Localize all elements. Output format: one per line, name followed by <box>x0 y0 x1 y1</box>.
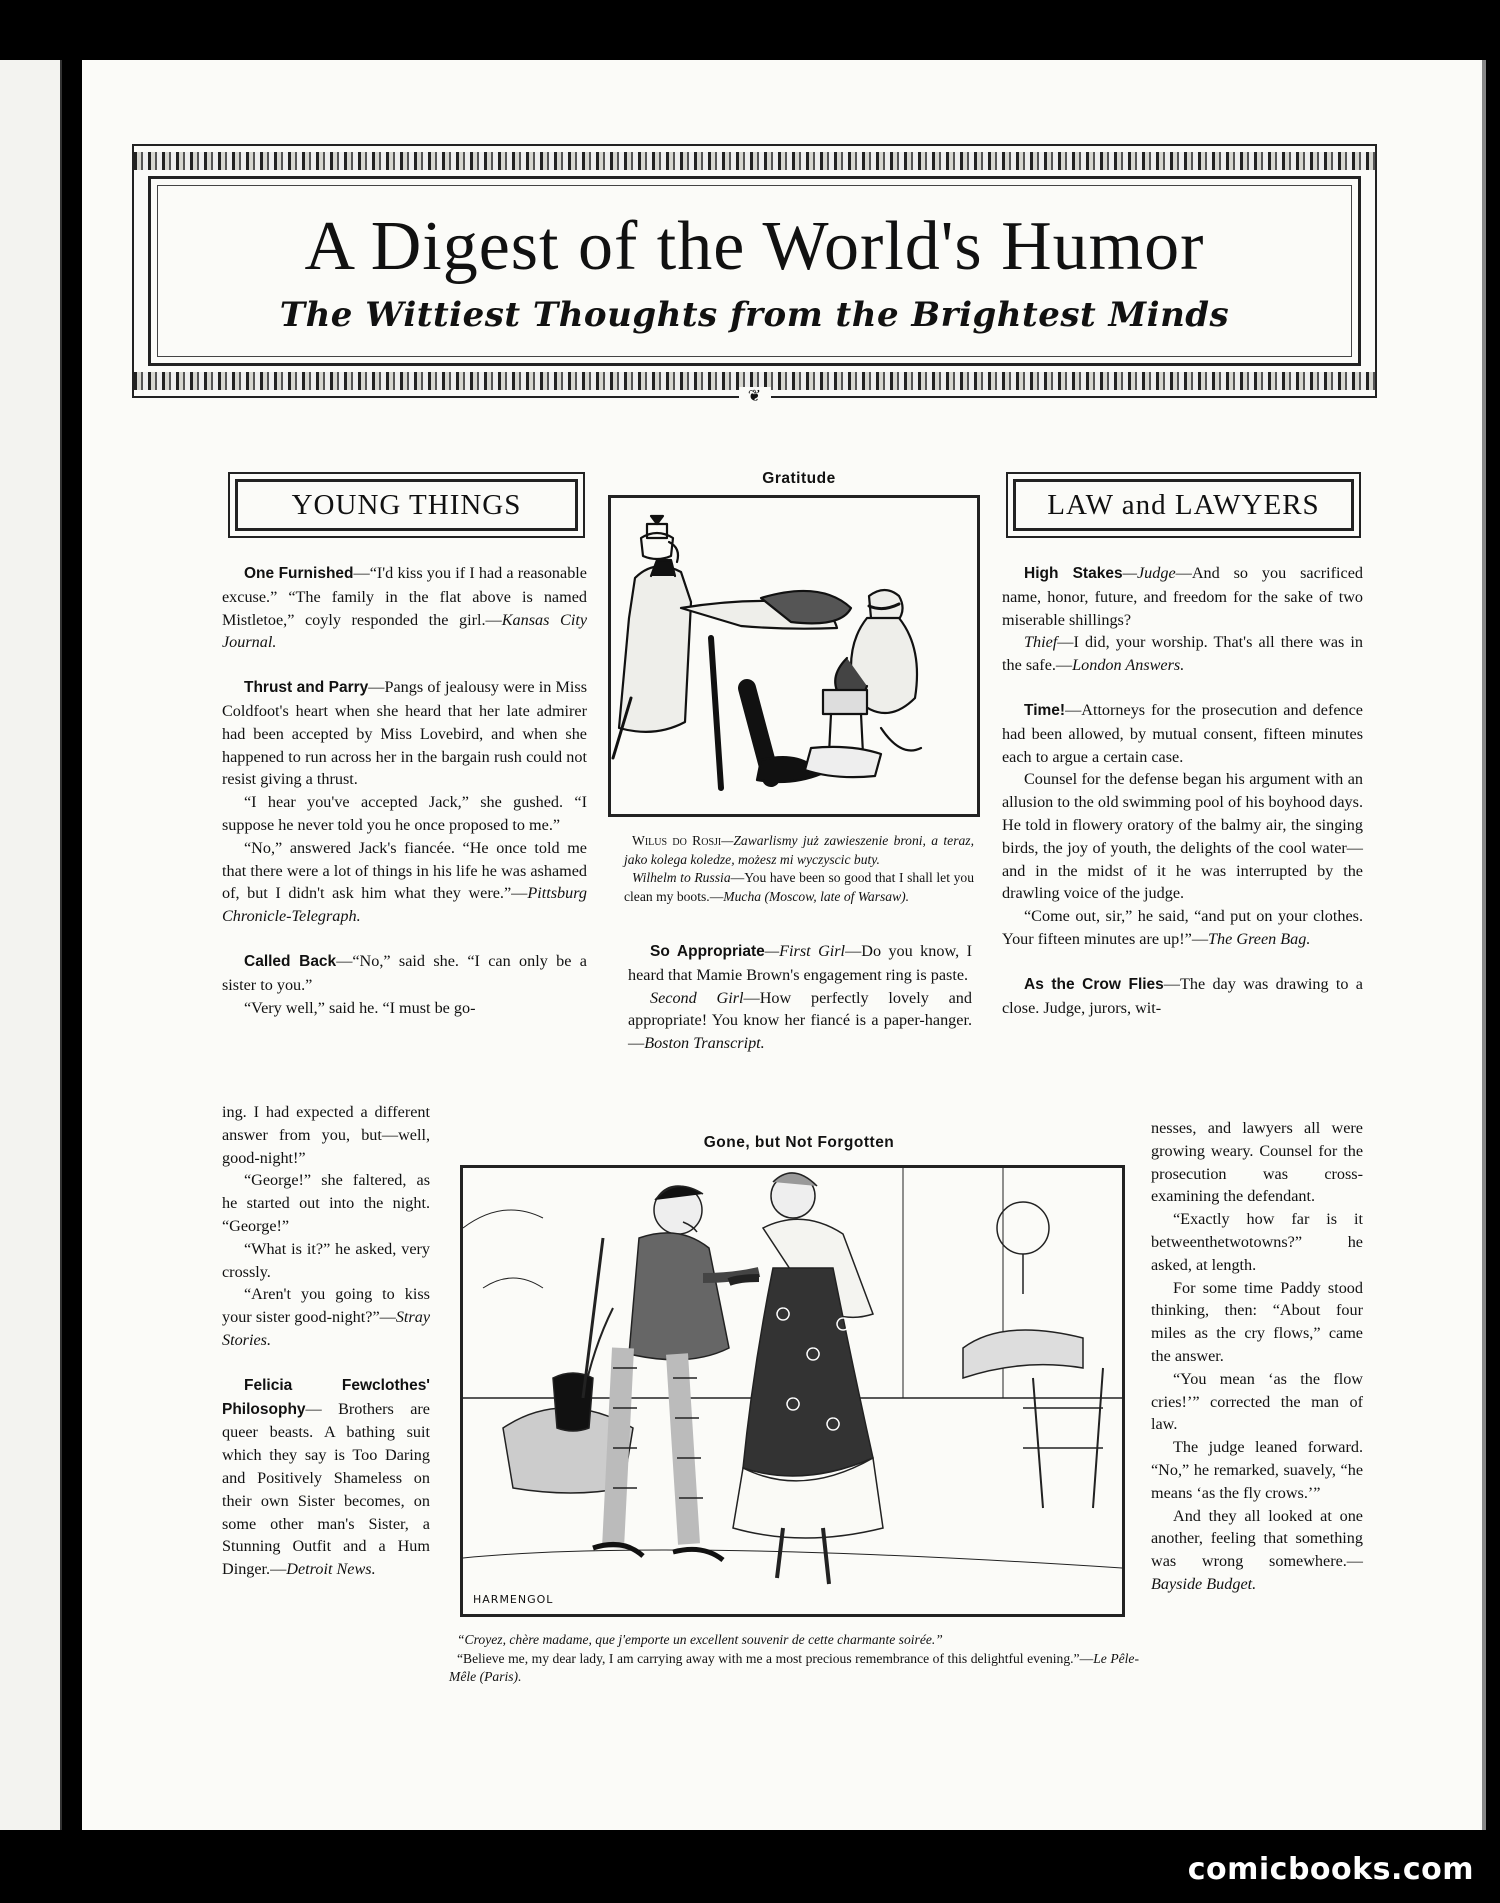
joke-paragraph <box>222 837 587 928</box>
joke-paragraph: The judge leaned forward. “No,” he remarked, suavely, “he means ‘as the fly crows.’” <box>1151 1438 1363 1502</box>
joke-heading: One Furnished <box>244 565 354 582</box>
joke-text: —“No,” said she. “I can only be a sister to you.” <box>222 951 587 994</box>
column-law-and-lawyers <box>1002 562 1363 1019</box>
joke-text: And they all looked at one another, feeling that something was wrong somewhere.— <box>1151 1506 1363 1571</box>
joke-heading: Thrust and Parry <box>244 679 369 697</box>
joke-heading: High Stakes <box>1024 565 1123 582</box>
column-law-continued <box>1151 1117 1363 1596</box>
caption-source: Le Pêle-Mêle (Paris). <box>449 1650 1139 1684</box>
joke-source: Kansas City Journal. <box>222 610 588 652</box>
masthead-subtitle: The Wittiest Thoughts from the Brightest Minds <box>279 295 1230 335</box>
caption-text: —You have been so good that I shall let you clean my boots.— <box>624 870 974 904</box>
joke-source: London Answers. <box>1072 656 1185 675</box>
joke-text: —Pangs of jealousy were in Miss Coldfoot's heart when she heard that her late admirer had been accepted by Miss Lovebird, and when she happened to run across her in the bargain rush could not resist giving a thrust. <box>222 678 588 789</box>
caption-polish <box>624 832 974 869</box>
section-heading-law-and-lawyers <box>1006 472 1361 538</box>
joke-text: —“I'd kiss you if I had a reasonable excuse.” “The family in the flat above is named Mistletoe,” coyly responded the girl.— <box>222 564 587 629</box>
joke-paragraph: ing. I had expected a different answer from you, but—well, good-night!” <box>222 1103 430 1167</box>
joke-text: —I did, your worship. That's all there was in the safe.— <box>1002 633 1363 675</box>
masthead-frame <box>148 176 1361 366</box>
cartoon-gone-but-not-forgotten <box>460 1165 1125 1617</box>
joke-time <box>1002 699 1363 768</box>
joke-source: Detroit News. <box>286 1560 376 1579</box>
joke-text: —And so you sacrificed name, honor, future, and freedom for the sake of two miserable shillings? <box>1002 564 1363 629</box>
joke-source: Bayside Budget. <box>1151 1574 1257 1593</box>
joke-paragraph <box>628 987 972 1055</box>
joke-called-back <box>222 950 587 997</box>
joke-text: “Come out, sir,” he said, “and put on your clothes. Your fifteen minutes are up!”— <box>1002 907 1363 948</box>
joke-text: —The day was drawing to a close. Judge, jurors, wit- <box>1002 974 1363 1017</box>
joke-heading: Time! <box>1024 701 1066 719</box>
joke-paragraph: nesses, and lawyers all were growing weary. Counsel for the prosecution was cross-examining the defendant. <box>1151 1119 1363 1206</box>
cartoonist-signature: HARMENGOL <box>473 1593 554 1606</box>
site-watermark: comicbooks.com <box>1187 1852 1474 1887</box>
joke-speaker: —Judge <box>1122 564 1176 582</box>
caption-text: —Zawarlismy już zawieszenie broni, a teraz, jako kolega koledze, możesz mi wyczyscic buty. <box>624 833 974 867</box>
joke-text: —How perfectly lovely and appropriate! You know her fiancé is a paper-hanger.— <box>628 988 972 1053</box>
joke-text: —Do you know, I heard that Mamie Brown's engagement ring is paste. <box>628 942 972 984</box>
cartoon-title-gratitude: Gratitude <box>762 470 836 487</box>
cartoon-caption-gratitude <box>624 832 974 906</box>
joke-speaker: —First Girl <box>764 942 846 960</box>
caption-english <box>624 869 974 906</box>
facing-page-edge <box>0 60 62 1830</box>
cartoon-gone-drawing <box>463 1168 1122 1614</box>
joke-source: Stray Stories. <box>222 1308 430 1349</box>
column-middle <box>628 940 972 1055</box>
joke-paragraph: “What is it?” he asked, very crossly. <box>222 1239 430 1281</box>
caption-text: “Believe me, my dear lady, I am carrying away with me a most precious remembrance of this delightful evening.”— <box>457 1650 1094 1666</box>
joke-text: “No,” answered Jack's fiancée. “He once told me that there were a lot of things in his life he was ashamed of, but I didn't ask him what they were.”— <box>222 838 587 903</box>
joke-speaker: Second Girl <box>650 988 744 1007</box>
joke-as-the-crow-flies <box>1002 973 1363 1020</box>
masthead-title: A Digest of the World's Humor <box>304 208 1205 285</box>
joke-paragraph <box>1002 631 1363 677</box>
joke-felicia <box>222 1374 430 1581</box>
joke-high-stakes <box>1002 562 1363 631</box>
joke-paragraph: For some time Paddy stood thinking, then: “About four miles as the cry flows,” came the answer. <box>1151 1278 1363 1365</box>
joke-paragraph: Counsel for the defense began his argument with an allusion to the old swimming pool of his boyhood days. He told in flowery oratory of the balmy air, the singing birds, the joy of youth, the delights of the cool water—and in the midst of it he was interrupted by the drawling voice of the judge. <box>1002 770 1363 903</box>
joke-source: Boston Transcript. <box>644 1034 765 1053</box>
ornament-icon: ❦ <box>739 387 771 407</box>
column-young-things <box>222 562 587 1019</box>
joke-paragraph <box>1002 905 1363 951</box>
caption-english <box>449 1650 1139 1687</box>
joke-paragraph: “You mean ‘as the flow cries!’” corrected the man of law. <box>1151 1369 1363 1434</box>
caption-speaker: Wilhelm to Russia <box>632 870 731 885</box>
joke-paragraph: “Very well,” said he. “I must be go- <box>244 998 476 1017</box>
cartoon-title-gone: Gone, but Not Forgotten <box>703 1134 895 1151</box>
caption-french: “Croyez, chère madame, que j'emporte un excellent souvenir de cette charmante soirée.” <box>457 1632 943 1647</box>
joke-text: —Attorneys for the prosecution and defence had been allowed, by mutual consent, fifteen minutes each to argue a certain case. <box>1002 700 1363 766</box>
joke-one-furnished <box>222 562 587 654</box>
joke-source: The Green Bag. <box>1208 929 1311 948</box>
joke-thrust-and-parry <box>222 676 587 791</box>
joke-speaker: Thief <box>1024 633 1058 652</box>
page-shadow <box>1482 60 1486 1830</box>
joke-source: Pittsburg Chronicle-Telegraph. <box>222 884 587 926</box>
joke-paragraph: “Exactly how far is it betweenthetwotowns?” he asked, at length. <box>1151 1210 1363 1274</box>
cartoon-gratitude-drawing <box>611 498 977 814</box>
section-heading-label: YOUNG THINGS <box>235 479 578 531</box>
joke-text: — Brothers are queer beasts. A bathing suit which they say is Too Daring and Positively Shameless on their own Sister becomes, on some other man's Sister, a Stunning Outfit and a Hum Dinger.— <box>222 1399 430 1579</box>
caption-source: Mucha (Moscow, late of Warsaw). <box>723 888 910 904</box>
joke-paragraph <box>222 1283 430 1351</box>
joke-paragraph: “George!” she faltered, as he started out into the night. “George!” <box>222 1171 430 1235</box>
joke-text: “Aren't you going to kiss your sister good-night?”— <box>222 1285 430 1327</box>
joke-heading: Felicia Fewclothes' Philosophy <box>222 1376 430 1418</box>
masthead-border-top <box>134 152 1375 170</box>
joke-so-appropriate <box>628 940 972 987</box>
column-young-things-continued <box>222 1101 430 1581</box>
joke-paragraph: “I hear you've accepted Jack,” she gushed. “I suppose he never told you he once proposed to me.” <box>222 793 587 834</box>
masthead <box>132 144 1377 405</box>
section-heading-label: LAW and LAWYERS <box>1013 479 1354 531</box>
cartoon-gratitude <box>608 495 980 817</box>
section-heading-young-things <box>228 472 585 538</box>
caption-speaker: Wilus do Rosji <box>632 833 722 848</box>
joke-heading: Called Back <box>244 952 337 970</box>
joke-heading: So Appropriate <box>650 943 765 960</box>
joke-heading: As the Crow Flies <box>1024 975 1164 993</box>
joke-paragraph <box>1151 1505 1363 1596</box>
cartoon-caption-gone <box>449 1631 1139 1687</box>
